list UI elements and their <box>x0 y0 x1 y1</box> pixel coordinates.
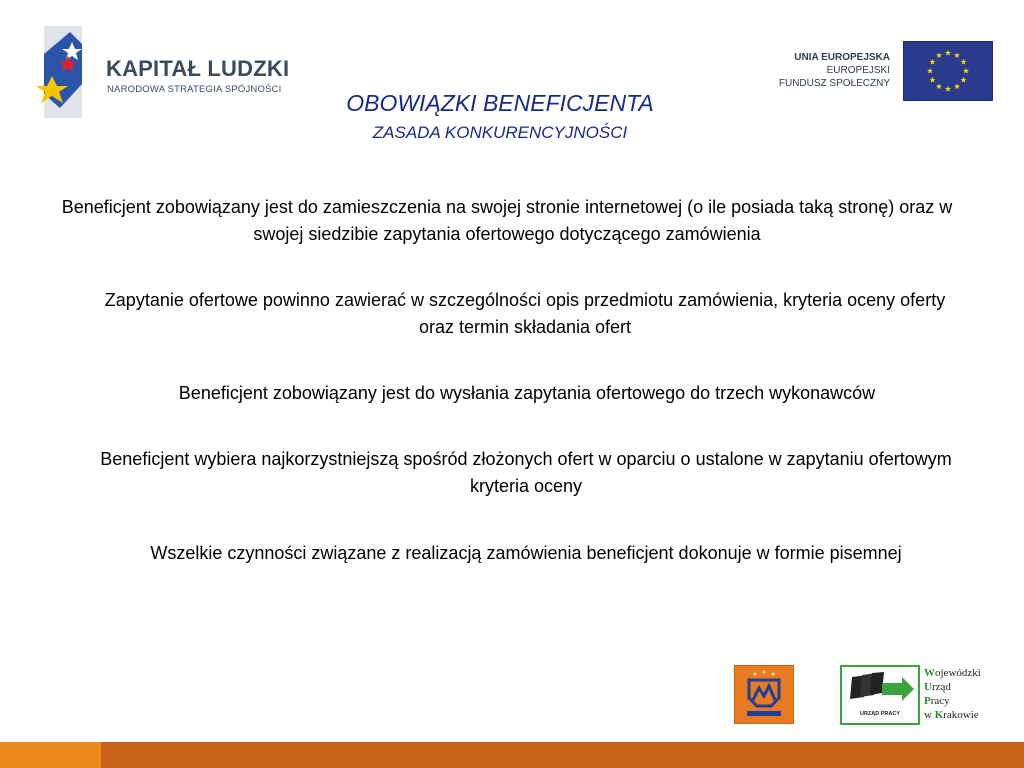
eu-star-icon <box>929 59 935 65</box>
eu-star-icon <box>936 52 942 58</box>
eu-logo-text <box>779 51 890 90</box>
paragraph-3: Beneficjent zobowiązany jest do wysłania zapytania ofertowego do trzech wykonawców <box>178 383 876 403</box>
wup-logo-icon <box>840 665 920 725</box>
eu-star-icon <box>945 50 951 56</box>
paragraph-1: Beneficjent zobowiązany jest do zamieszczenia na swojej stronie internetowej (o ile posiada taką stronę) oraz w swojej siedzibie zapytania ofertowego dotyczącego zamówienia <box>61 197 953 244</box>
eu-star-icon <box>927 68 933 74</box>
page-subtitle: ZASADA KONKURENCYJNOŚCI <box>372 123 628 142</box>
footer-bar <box>101 742 1024 768</box>
eu-line-1: UNIA EUROPEJSKA <box>794 52 890 63</box>
eu-line-3: FUNDUSZ SPOŁECZNY <box>778 78 890 89</box>
eu-star-icon <box>961 59 967 65</box>
paragraph-2: Zapytanie ofertowe powinno zawierać w szczególności opis przedmiotu zamówienia, kryteria oceny oferty oraz termin składania ofert <box>104 290 946 337</box>
eu-star-icon <box>961 77 967 83</box>
wup-name-line-4: w Krakowie <box>924 709 979 721</box>
eu-star-icon <box>929 77 935 83</box>
eu-line-2: EUROPEJSKI <box>826 65 890 76</box>
wup-caption: URZĄD PRACY <box>859 711 901 717</box>
page-title: OBOWIĄZKI BENEFICJENTA <box>346 90 654 116</box>
footer-bar-accent <box>0 742 101 768</box>
eu-star-icon <box>963 68 969 74</box>
wup-name-line-2: Urząd <box>924 681 951 693</box>
paragraph-5: Wszelkie czynności związane z realizacją zamówienia beneficjent dokonuje w formie pisemnej <box>150 543 902 563</box>
wup-name <box>924 666 981 722</box>
wup-name-line-1: Wojewódzki <box>924 667 981 679</box>
eu-star-icon <box>954 52 960 58</box>
kl-logo-title: KAPITAŁ LUDZKI <box>106 56 290 81</box>
wup-name-line-3: Pracy <box>924 695 950 707</box>
malopolska-logo-icon <box>734 665 794 724</box>
eu-star-icon <box>936 83 942 89</box>
paragraph-4: Beneficjent wybiera najkorzystniejszą spośród złożonych ofert w oparciu o ustalone w zapytaniu ofertowym kryteria oceny <box>100 449 952 496</box>
kl-logo-subtitle: NARODOWA STRATEGIA SPÓJNOŚCI <box>107 84 282 95</box>
eu-star-icon <box>954 83 960 89</box>
